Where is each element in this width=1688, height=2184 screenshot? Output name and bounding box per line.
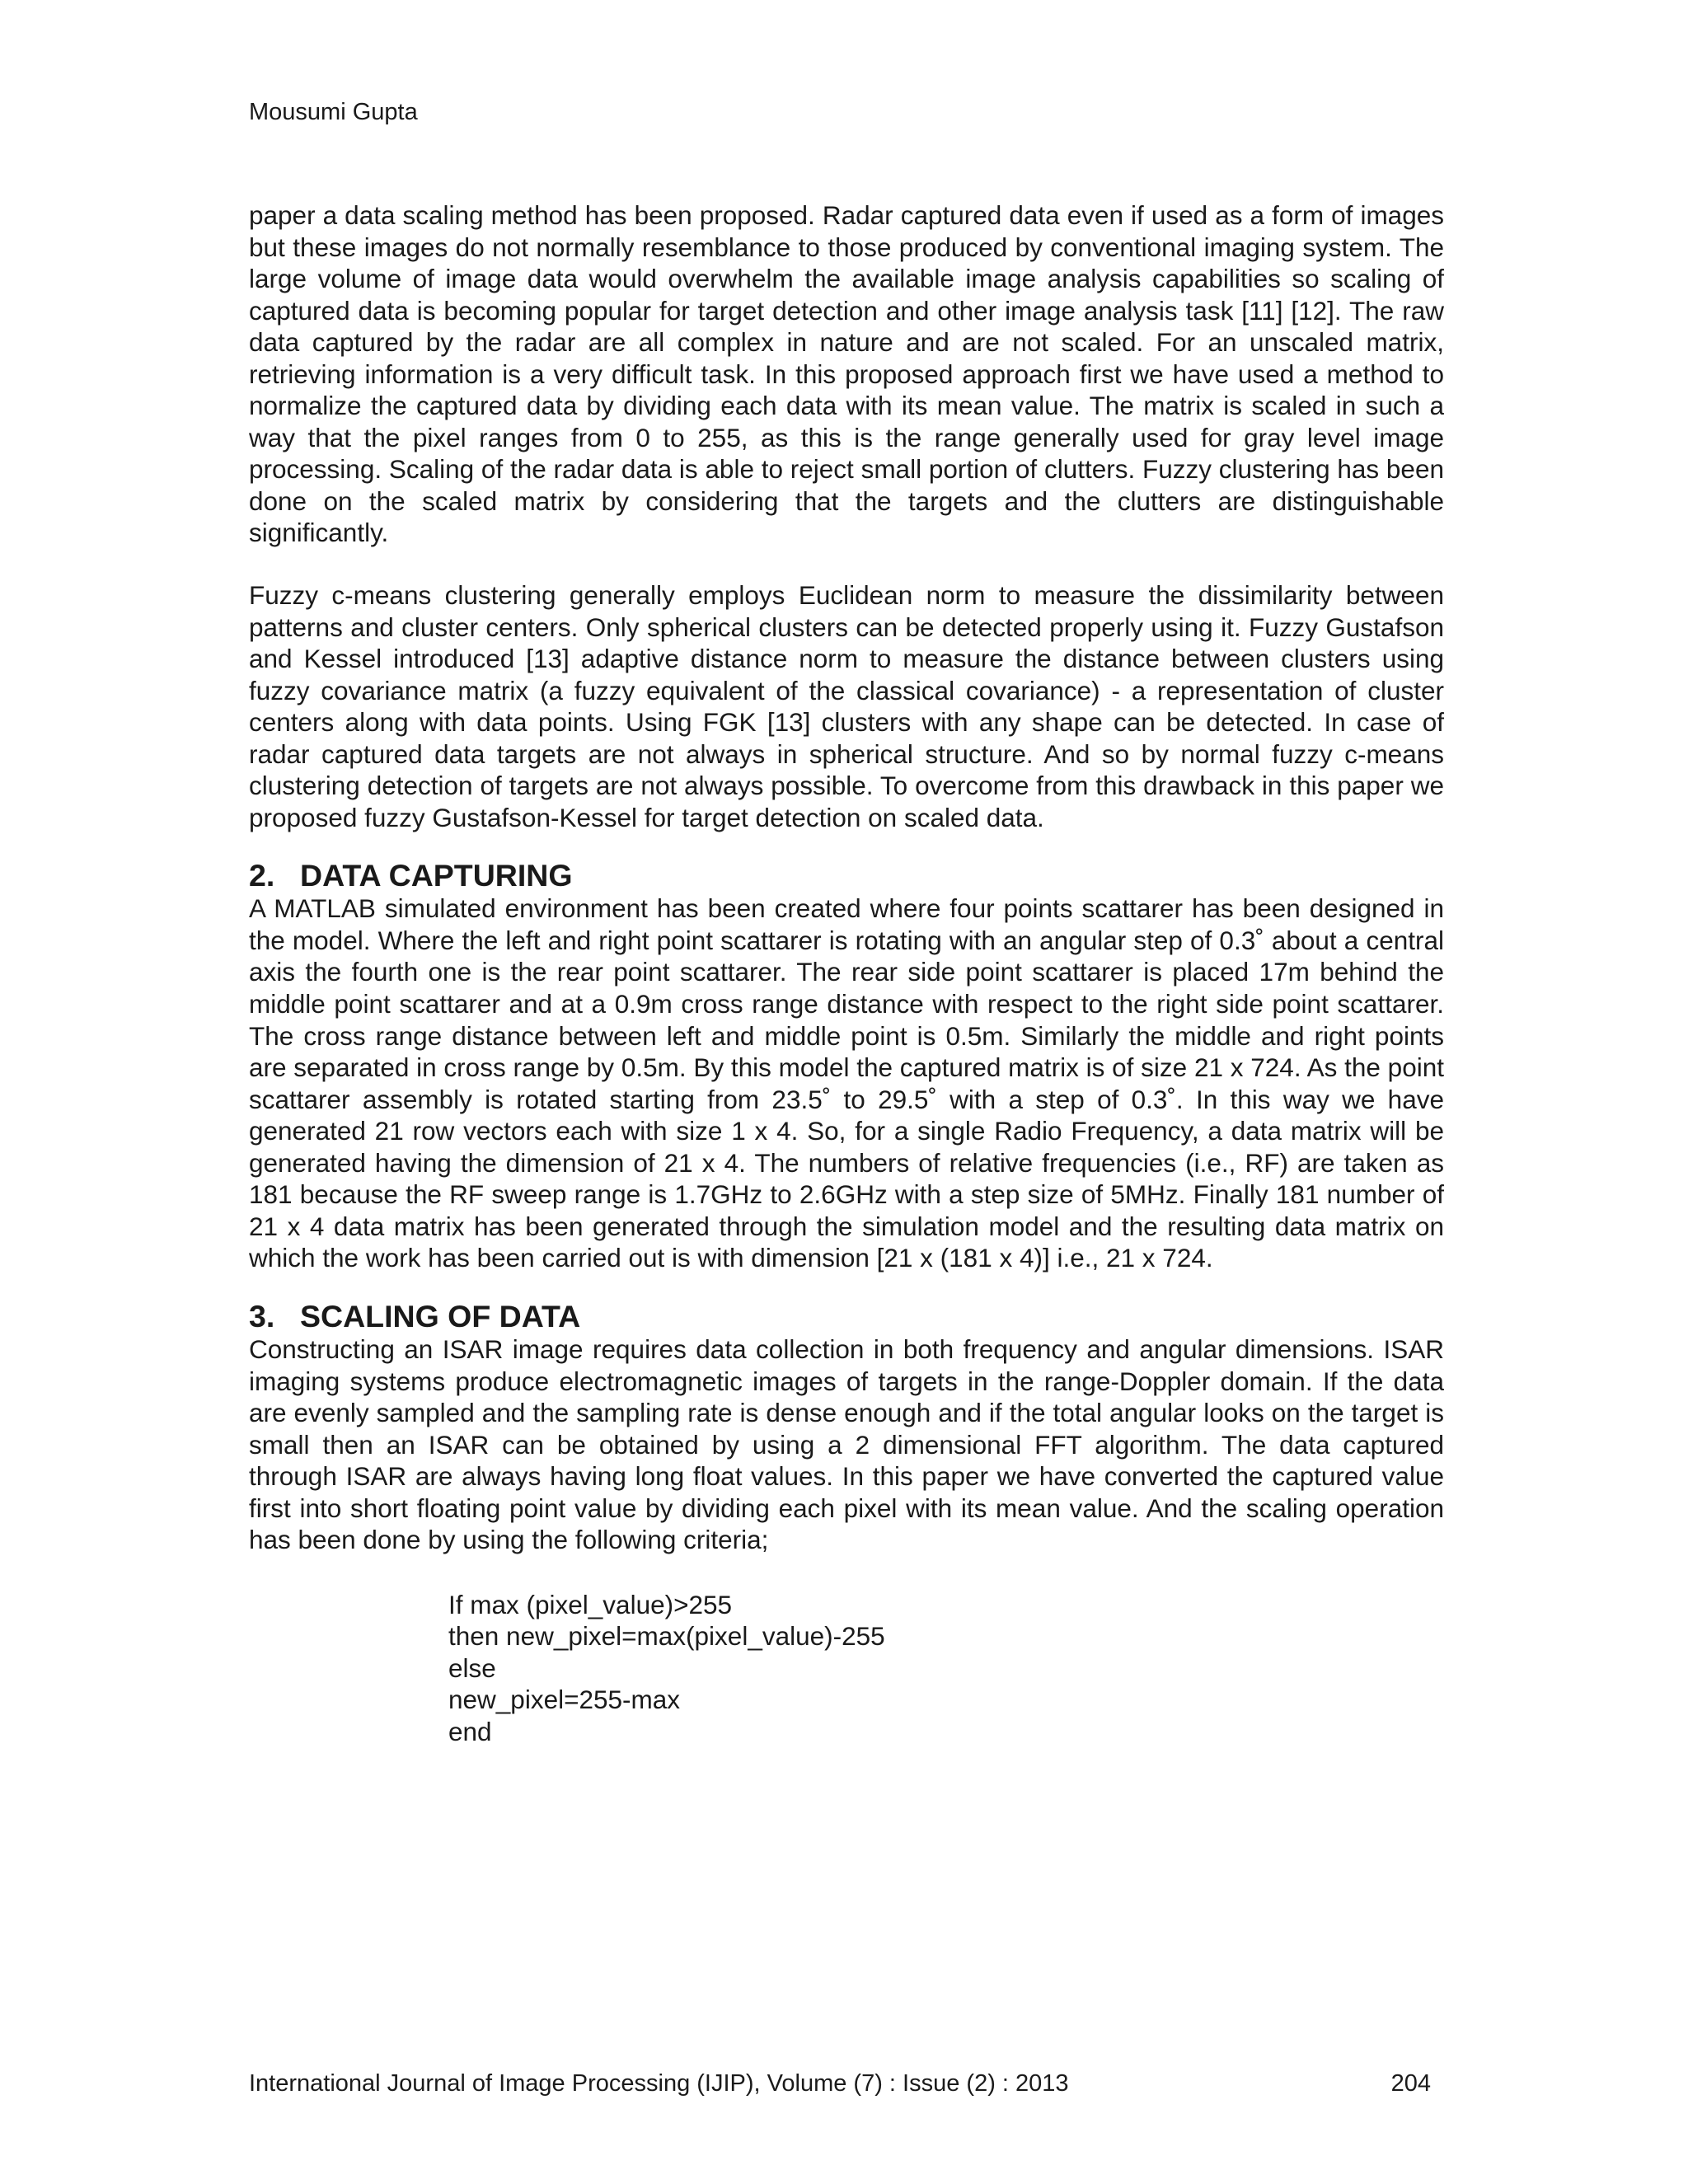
footer-journal-citation: International Journal of Image Processing (IJIP), Volume (7) : Issue (2) : 2013 [249, 2070, 1069, 2097]
pseudocode-line: else [448, 1652, 496, 1683]
intro-paragraph-2: Fuzzy c-means clustering generally employs Euclidean norm to measure the dissimilarity between patterns and cluster centers. Only spherical clusters can be detected properly using it. Fuzzy Gustafson and Kessel introduced [13] adaptive distance norm to measure the distance between clusters using fuzzy covariance matrix (a fuzzy equivalent of the classical covariance) - a representation of cluster centers along with data points. Using FGK [13] clusters with any shape can be detected. In case of radar captured data targets are not always in spherical structure. And so by normal fuzzy c-means clustering detection of targets are not always possible. To overcome from this drawback in this paper we proposed fuzzy Gustafson-Kessel for target detection on scaled data. [249, 580, 1444, 832]
section-3-title: SCALING OF DATA [300, 1298, 581, 1333]
section-3-heading [249, 1299, 1444, 1333]
pseudocode-line: end [448, 1716, 492, 1746]
page-body [249, 199, 1444, 1748]
section-3-number: 3. [249, 1298, 275, 1333]
pseudocode-line: then new_pixel=max(pixel_value)-255 [448, 1621, 885, 1652]
running-header-author: Mousumi Gupta [249, 99, 418, 125]
pseudocode-line: If max (pixel_value)>255 [448, 1589, 733, 1619]
scaling-criteria-pseudocode [448, 1589, 1444, 1748]
section-3-paragraph: Constructing an ISAR image requires data collection in both frequency and angular dimensions. ISAR imaging systems produce electromagnetic images of targets in the range-Doppler domain. If the data are evenly sampled and the sampling rate is dense enough and if the total angular looks on the target is small then an ISAR can be obtained by using a 2 dimensional FFT algorithm. The data captured through ISAR are always having long float values. In this paper we have converted the captured value first into short floating point value by dividing each pixel with its mean value. And the scaling operation has been done by using the following criteria; [249, 1333, 1444, 1555]
section-2-title: DATA CAPTURING [300, 858, 573, 893]
section-2-paragraph: A MATLAB simulated environment has been created where four points scattarer has been designed in the model. Where the left and right point scattarer is rotating with an angular step of 0.3˚ about a central axis the fourth one is the rear point scattarer. The rear side point scattarer is placed 17m behind the middle point scattarer and at a 0.9m cross range distance with respect to the right side point scattarer. The cross range distance between left and middle point is 0.5m. Similarly the middle and right points are separated in cross range by 0.5m. By this model the captured matrix is of size 21 x 724. As the point scattarer assembly is rotated starting from 23.5˚ to 29.5˚ with a step of 0.3˚. In this way we have generated 21 row vectors each with size 1 x 4. So, for a single Radio Frequency, a data matrix will be generated having the dimension of 21 x 4. The numbers of relative frequencies (i.e., RF) are taken as 181 because the RF sweep range is 1.7GHz to 2.6GHz with a step size of 5MHz. Finally 181 number of 21 x 4 data matrix has been generated through the simulation model and the resulting data matrix on which the work has been carried out is with dimension [21 x (181 x 4)] i.e., 21 x 724. [249, 893, 1444, 1273]
intro-paragraph-1: paper a data scaling method has been proposed. Radar captured data even if used as a form of images but these images do not normally resemblance to those produced by conventional imaging system. The large volume of image data would overwhelm the available image analysis capabilities so scaling of captured data is becoming popular for target detection and other image analysis task [11] [12]. The raw data captured by the radar are all complex in nature and are not scaled. For an unscaled matrix, retrieving information is a very difficult task. In this proposed approach first we have used a method to normalize the captured data by dividing each data with its mean value. The matrix is scaled in such a way that the pixel ranges from 0 to 255, as this is the range generally used for gray level image processing. Scaling of the radar data is able to reject small portion of clutters. Fuzzy clustering has been done on the scaled matrix by considering that the targets and the clutters are distinguishable significantly. [249, 200, 1444, 548]
footer-page-number: 204 [1390, 2070, 1431, 2097]
pseudocode-line: new_pixel=255-max [448, 1685, 681, 1715]
section-2-heading [249, 858, 1444, 893]
section-2-number: 2. [249, 858, 275, 893]
